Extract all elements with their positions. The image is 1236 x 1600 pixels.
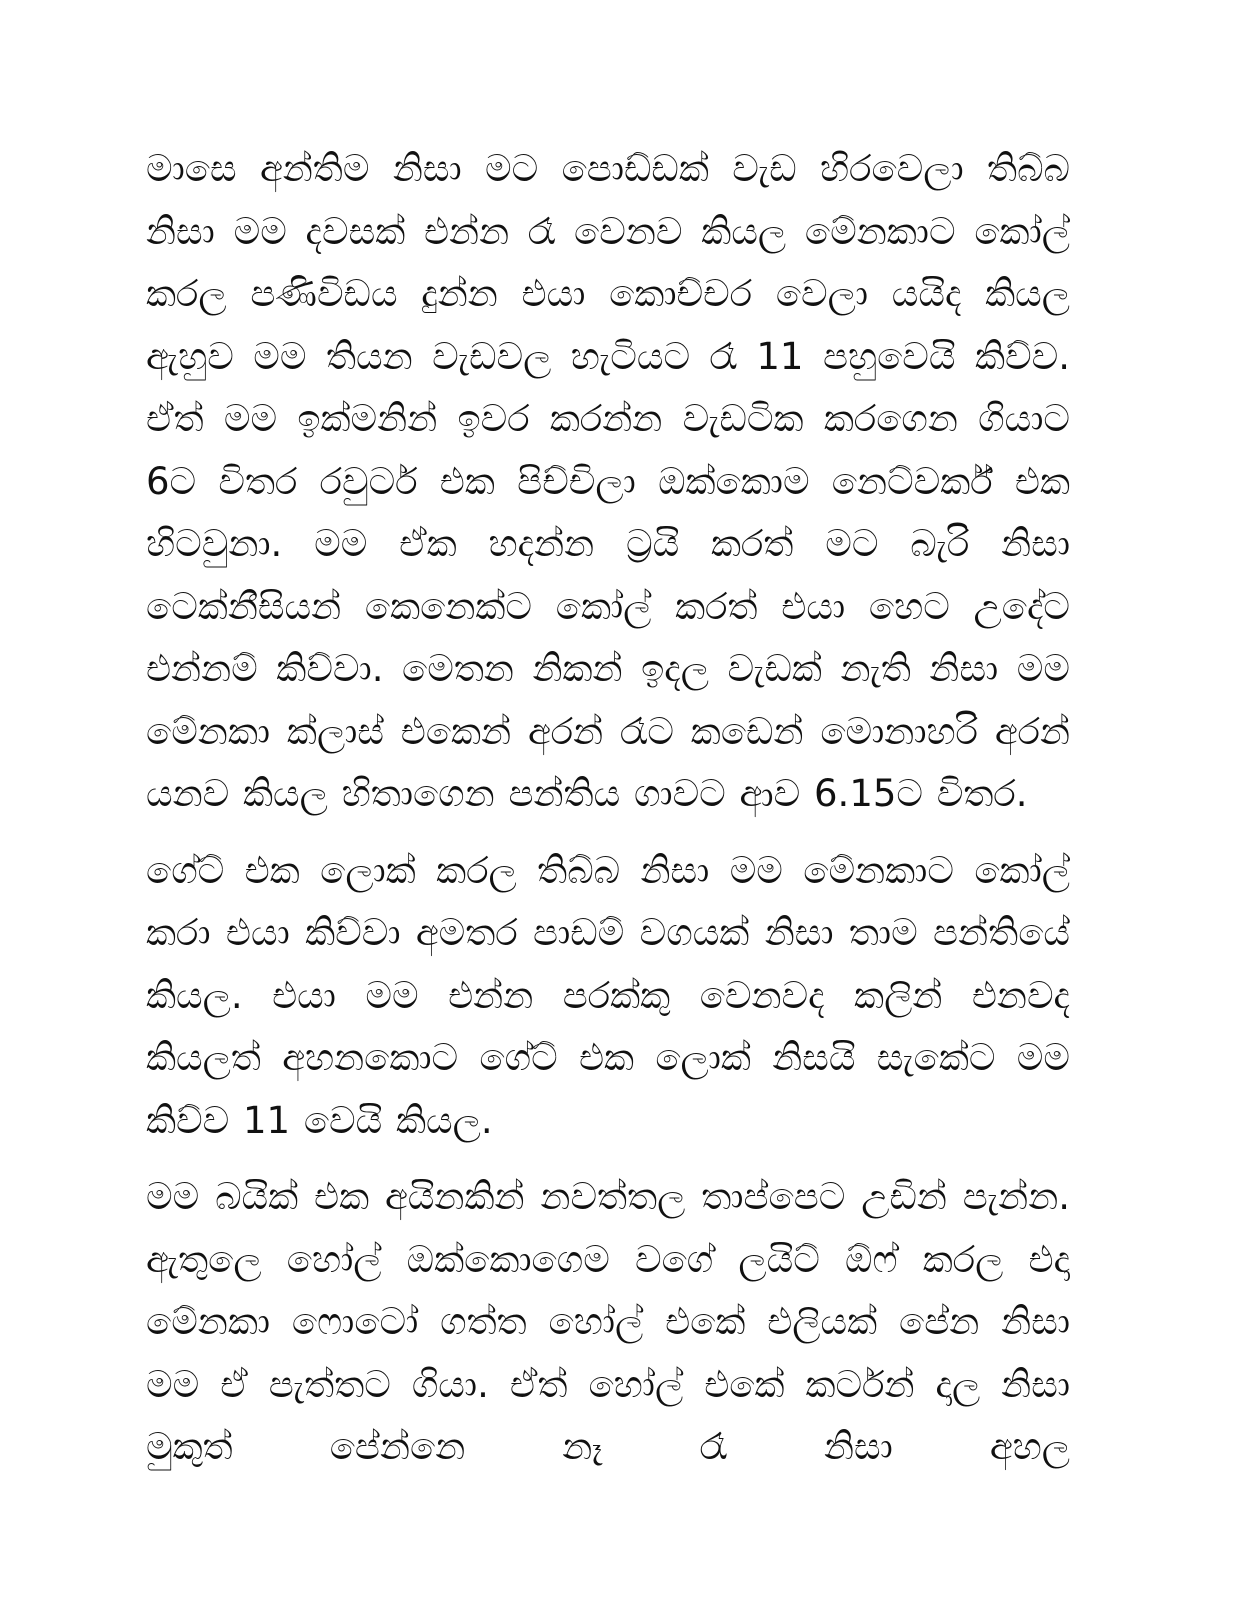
paragraph-1: මාසෙ අන්තිම නිසා මට පොඩ්ඩක් වැඩ හිරවෙලා තිබ්බ නිසා මම දවසක් එන්න රෑ වෙනව කියල මේනකාට කෝල් කරල පණිවිඩය දුන්න එයා කොච්චර වෙලා යයිද කියල ඇහුව මම තියන වැඩවල හැටියට රෑ 11 පහුවෙයි කිව්ව. ඒත් මම ඉක්මනින් ඉවර කරන්න වැඩටික කරගෙන ගියාට 6ට විතර රවුටර් එක පිච්චිලා ඔක්කොම නෙට්වර්ක් එක හිටවුනා. මම ඒක හදන්න ට්‍රයි කරත් මට බැරි නිසා ටෙක්නීසියන් කෙනෙක්ට කෝල් කරත් එයා හෙට උදේට එන්නම් කිව්වා. මෙතන නිකන් ඉදල වැඩක් නැති නිසා මම මේනකා ක්ලාස් එකෙන් අරන් රෑට කඩෙන් මොනාහරි අරන් යනව කියල හිතාගෙන පන්තිය ගාවට ආව 6.15ට විතර. (146, 147, 1070, 815)
paragraph-2: ගේට් එක ලොක් කරල තිබ්බ නිසා මම මේනකාට කෝල් කරා එයා කිව්වා අමතර පාඩම් වගයක් නිසා තාම පන්තියේ කියල. එයා මම එන්න පරක්කු වෙනවද කලින් එනවද කියලත් අහනකොට ගේට් එක ලොක් නිසයි සැකේට මම කිව්ව 11 වෙයි කියල. (146, 848, 1070, 1142)
body-text (146, 138, 1070, 1479)
paragraph-3: මම බයික් එක අයිනකින් නවත්තල තාප්පෙට උඩින් පැන්න. ඇතුලෙ හෝල් ඔක්කොගෙම වගේ ලයිට් ඕෆ් කරල එදා මේනකා ෆොටෝ ගත්ත හෝල් එකේ එලියක් පේන නිසා මම ඒ පැත්තට ගියා. ඒත් හෝල් එකේ කර්ටන් දාල නිසා මුකුත් පේන්නෙ නෑ රෑ නිසා අහල (146, 1175, 1070, 1468)
